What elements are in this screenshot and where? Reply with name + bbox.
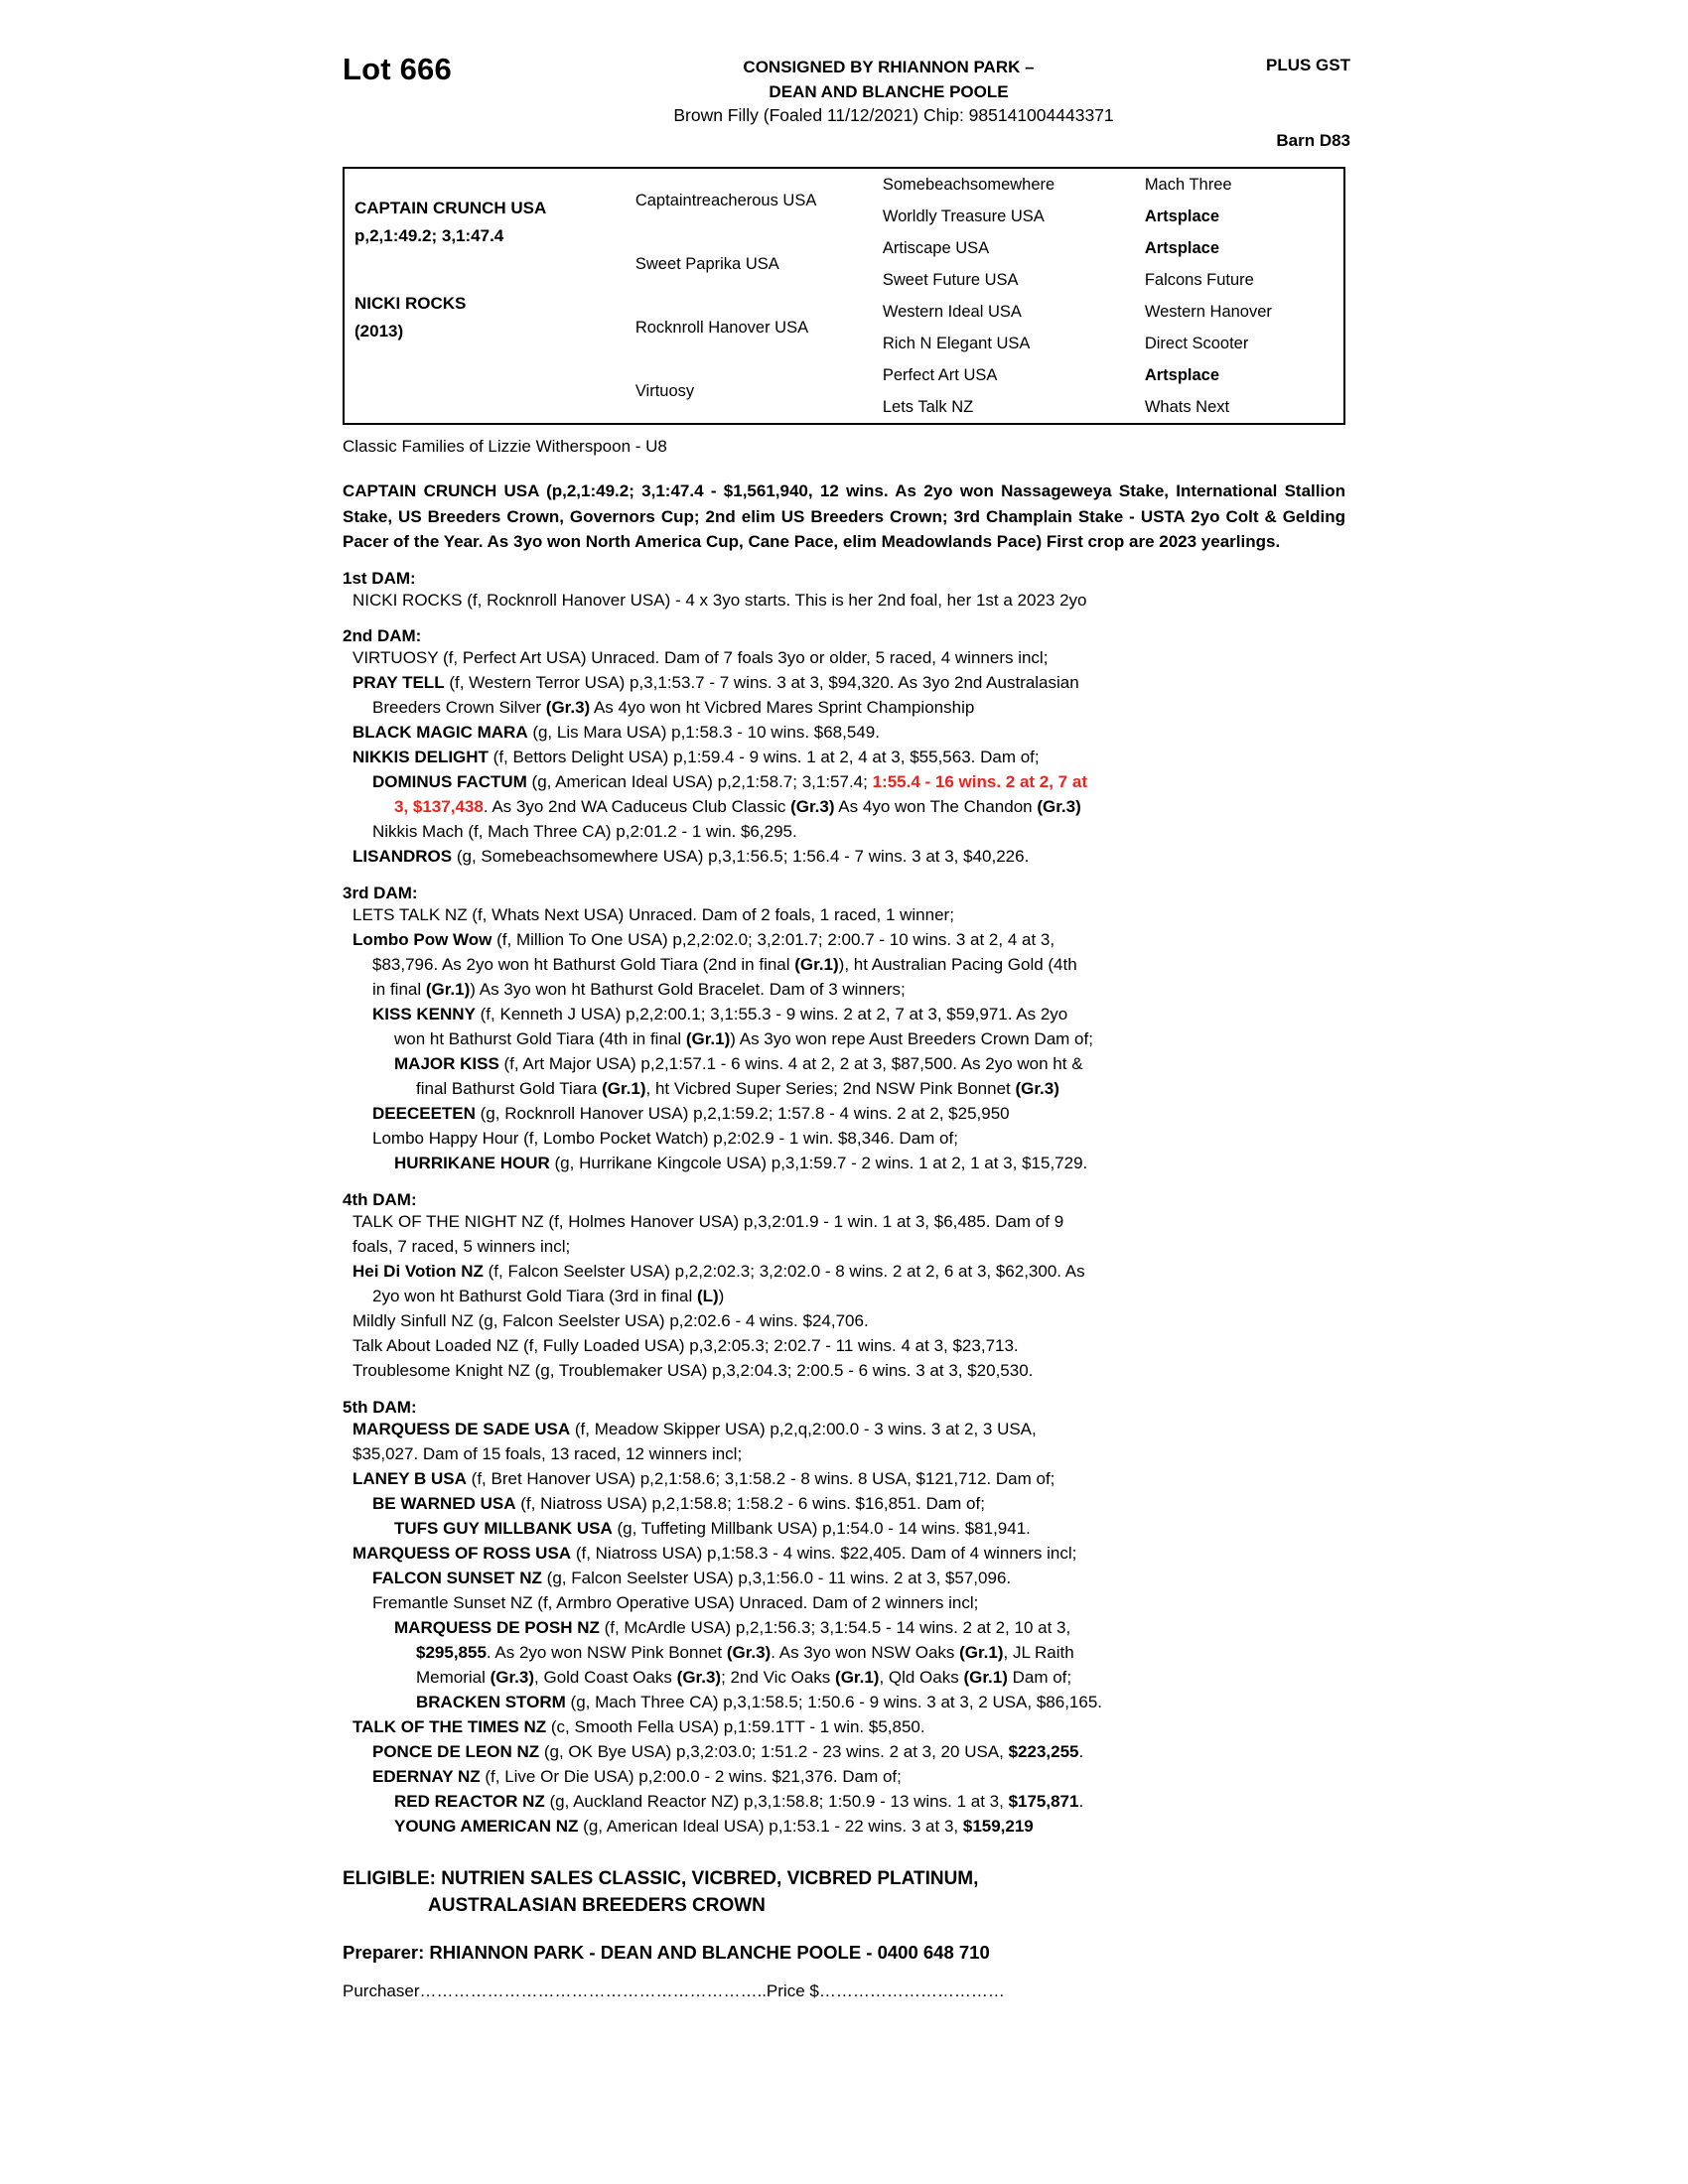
pedigree-table [343,167,1345,425]
pedigree-text-line: 2yo won ht Bathurst Gold Tiara (3rd in final (L)) [372,1287,725,1306]
pedigree-cell: Perfect Art USA [882,366,998,384]
pedigree-cell: Lets Talk NZ [882,398,974,416]
pedigree-text-line: FALCON SUNSET NZ (g, Falcon Seelster USA) p,3,1:56.0 - 11 wins. 2 at 3, $57,096. [372,1568,1012,1587]
pedigree-cell: Direct Scooter [1144,335,1249,352]
dam-heading: 4th DAM: [343,1190,417,1210]
plus-gst-label: PLUS GST [1265,56,1350,74]
pedigree-text-line: foals, 7 raced, 5 winners incl; [352,1237,571,1257]
pedigree-cell: Artiscape USA [882,239,990,257]
eligible-line-2: AUSTRALASIAN BREEDERS CROWN [428,1895,766,1917]
sire-name: CAPTAIN CRUNCH USA [354,199,547,217]
pedigree-text-line: Talk About Loaded NZ (f, Fully Loaded USA) p,3,2:05.3; 2:02.7 - 11 wins. 4 at 3, $23,713. [352,1336,1019,1356]
pedigree-text-line: $83,796. As 2yo won ht Bathurst Gold Tiara (2nd in final (Gr.1)), ht Australian Pacing Gold (4th [372,955,1077,975]
pedigree-text-line: BRACKEN STORM (g, Mach Three CA) p,3,1:58.5; 1:50.6 - 9 wins. 3 at 3, 2 USA, $86,165. [416,1692,1103,1711]
pedigree-text-line: KISS KENNY (f, Kenneth J USA) p,2,2:00.1; 3,1:55.3 - 9 wins. 2 at 2, 7 at 3, $59,971. As 2yo [372,1005,1068,1024]
consignor-line-1: CONSIGNED BY RHIANNON PARK – [743,58,1035,76]
dam-heading: 2nd DAM: [343,626,422,646]
foaling-details: Brown Filly (Foaled 11/12/2021) Chip: 985141004443371 [673,105,1114,125]
pedigree-text-line: in final (Gr.1)) As 3yo won ht Bathurst Gold Bracelet. Dam of 3 winners; [372,980,906,1000]
pedigree-cell: Rich N Elegant USA [882,335,1031,352]
pedigree-text-line: BE WARNED USA (f, Niatross USA) p,2,1:58.8; 1:58.2 - 6 wins. $16,851. Dam of; [372,1494,985,1514]
pedigree-cell: Captaintreacherous USA [634,192,817,209]
pedigree-cell: Virtuosy [634,382,695,400]
pedigree-cell: Mach Three [1144,176,1232,194]
pedigree-cell: Western Hanover [1144,303,1272,321]
lot-number: Lot 666 [343,52,452,86]
pedigree-cell: Whats Next [1144,398,1230,416]
pedigree-text-line: Mildly Sinfull NZ (g, Falcon Seelster USA) p,2:02.6 - 4 wins. $24,706. [352,1311,869,1331]
pedigree-col-fourth-gen [1141,169,1343,423]
pedigree-text-line: PONCE DE LEON NZ (g, OK Bye USA) p,3,2:03.0; 1:51.2 - 23 wins. 2 at 3, 20 USA, $223,255. [372,1741,1084,1761]
classic-families-line: Classic Families of Lizzie Witherspoon - U8 [343,437,667,456]
sire-description: CAPTAIN CRUNCH USA (p,2,1:49.2; 3,1:47.4 - $1,561,940, 12 wins. As 2yo won Nassageweya Stake, International Stallion Stake, US Breeders Crown, Governors Cup; 2nd elim US Breeders Crown; 3rd Champlain Stake - USTA 2yo Colt & Gelding Pacer of the Year. As 3yo won North America Cup, Cane Pace, elim Meadowlands Pace) First crop are 2023 yearlings. [343,481,1345,551]
pedigree-text-line: 3, $137,438. As 3yo 2nd WA Caduceus Club Classic (Gr.3) As 4yo won The Chandon (Gr.3) [394,797,1081,817]
dam-name: NICKI ROCKS [354,294,467,313]
pedigree-cell: Artsplace [1144,207,1220,225]
pedigree-text-line: Lombo Pow Wow (f, Million To One USA) p,2,2:02.0; 3,2:01.7; 2:00.7 - 10 wins. 3 at 2, 4 at 3, [352,930,1055,950]
pedigree-text-line: Hei Di Votion NZ (f, Falcon Seelster USA) p,2,2:02.3; 3,2:02.0 - 8 wins. 2 at 2, 6 at 3, $62,300. As [352,1262,1085,1282]
pedigree-text-line: Lombo Happy Hour (f, Lombo Pocket Watch) p,2:02.9 - 1 win. $8,346. Dam of; [372,1129,958,1149]
pedigree-text-line: TALK OF THE NIGHT NZ (f, Holmes Hanover USA) p,3,2:01.9 - 1 win. 1 at 3, $6,485. Dam of 9 [352,1212,1064,1232]
pedigree-text-line: PRAY TELL (f, Western Terror USA) p,3,1:53.7 - 7 wins. 3 at 3, $94,320. As 3yo 2nd Australasian [352,673,1079,693]
dam-year: (2013) [354,322,404,341]
pedigree-cell: Western Ideal USA [882,303,1022,321]
pedigree-text-line: Troublesome Knight NZ (g, Troublemaker USA) p,3,2:04.3; 2:00.5 - 6 wins. 3 at 3, $20,530. [352,1361,1034,1381]
consignor-block [631,56,1147,104]
pedigree-text-line: Memorial (Gr.3), Gold Coast Oaks (Gr.3); 2nd Vic Oaks (Gr.1), Qld Oaks (Gr.1) Dam of; [416,1667,1072,1687]
page-header [343,40,1360,149]
eligible-block [343,1865,1360,1920]
pedigree-text-line: MAJOR KISS (f, Art Major USA) p,2,1:57.1 - 6 wins. 4 at 2, 2 at 3, $87,500. As 2yo won ht & [394,1054,1083,1074]
dam-heading: 5th DAM: [343,1398,417,1418]
pedigree-cell: Sweet Future USA [882,271,1019,289]
eligible-line-1: ELIGIBLE: NUTRIEN SALES CLASSIC, VICBRED, VICBRED PLATINUM, [343,1867,979,1889]
dam-heading: 1st DAM: [343,568,416,588]
pedigree-cell: Artsplace [1144,366,1220,384]
pedigree-text-line: $295,855. As 2yo won NSW Pink Bonnet (Gr.3). As 3yo won NSW Oaks (Gr.1), JL Raith [416,1642,1074,1662]
pedigree-text-line: $35,027. Dam of 15 foals, 13 raced, 12 winners incl; [352,1444,743,1464]
pedigree-text-line: LETS TALK NZ (f, Whats Next USA) Unraced. Dam of 2 foals, 1 raced, 1 winner; [352,905,954,925]
pedigree-text-line: TUFS GUY MILLBANK USA (g, Tuffeting Millbank USA) p,1:54.0 - 14 wins. $81,941. [394,1519,1031,1538]
pedigree-text-line: YOUNG AMERICAN NZ (g, American Ideal USA) p,1:53.1 - 22 wins. 3 at 3, $159,219 [394,1816,1034,1836]
pedigree-text-line: LANEY B USA (f, Bret Hanover USA) p,2,1:58.6; 3,1:58.2 - 8 wins. 8 USA, $121,712. Dam of; [352,1469,1055,1489]
pedigree-text-line: Nikkis Mach (f, Mach Three CA) p,2:01.2 - 1 win. $6,295. [372,822,797,842]
preparer-line: Preparer: RHIANNON PARK - DEAN AND BLANCHE POOLE - 0400 648 710 [343,1941,990,1963]
consignor-line-2: DEAN AND BLANCHE POOLE [769,81,1009,101]
pedigree-text-line: NIKKIS DELIGHT (f, Bettors Delight USA) p,1:59.4 - 9 wins. 1 at 2, 4 at 3, $55,563. Dam of; [352,748,1040,767]
pedigree-cell: Rocknroll Hanover USA [634,319,809,337]
pedigree-text-line: LISANDROS (g, Somebeachsomewhere USA) p,3,1:56.5; 1:56.4 - 7 wins. 3 at 3, $40,226. [352,847,1030,867]
pedigree-text-line: DOMINUS FACTUM (g, American Ideal USA) p,2,1:58.7; 3,1:57.4; 1:55.4 - 16 wins. 2 at 2, 7 at [372,772,1087,792]
pedigree-text-line: MARQUESS DE SADE USA (f, Meadow Skipper USA) p,2,q,2:00.0 - 3 wins. 3 at 2, 3 USA, [352,1420,1037,1439]
pedigree-text-line: EDERNAY NZ (f, Live Or Die USA) p,2:00.0 - 2 wins. $21,376. Dam of; [372,1766,902,1786]
pedigree-text-line: DEECEETEN (g, Rocknroll Hanover USA) p,2,1:59.2; 1:57.8 - 4 wins. 2 at 2, $25,950 [372,1104,1010,1124]
pedigree-text-line: Fremantle Sunset NZ (f, Armbro Operative USA) Unraced. Dam of 2 winners incl; [372,1592,979,1612]
pedigree-text-line: won ht Bathurst Gold Tiara (4th in final (Gr.1)) As 3yo won repe Aust Breeders Crown Dam of; [394,1029,1093,1049]
pedigree-text-line: BLACK MAGIC MARA (g, Lis Mara USA) p,1:58.3 - 10 wins. $68,549. [352,723,880,743]
pedigree-text-line: NICKI ROCKS (f, Rocknroll Hanover USA) - 4 x 3yo starts. This is her 2nd foal, her 1st a 2023 2yo [352,590,1087,610]
pedigree-cell: Worldly Treasure USA [882,207,1045,225]
pedigree-text-line: MARQUESS DE POSH NZ (f, McArdle USA) p,2,1:56.3; 3,1:54.5 - 14 wins. 2 at 2, 10 at 3, [394,1617,1071,1637]
sire-record: p,2,1:49.2; 3,1:47.4 [354,226,504,245]
pedigree-text-line: Breeders Crown Silver (Gr.3) As 4yo won ht Vicbred Mares Sprint Championship [372,698,975,718]
barn-label: Barn D83 [1276,131,1350,150]
pedigree-text-line: VIRTUOSY (f, Perfect Art USA) Unraced. Dam of 7 foals 3yo or older, 5 raced, 4 winners incl; [352,648,1049,668]
pedigree-cell: Artsplace [1144,239,1220,257]
pedigree-col-great-grandparents [879,169,1141,423]
pedigree-text-line: TALK OF THE TIMES NZ (c, Smooth Fella USA) p,1:59.1TT - 1 win. $5,850. [352,1716,925,1736]
dam-sections [343,569,1360,1840]
pedigree-col-grandparents [632,169,879,423]
pedigree-cell: Sweet Paprika USA [634,255,779,273]
purchaser-line: Purchaser……………………………………………………..Price $…………………………… [343,1980,1005,2000]
pedigree-text-line: final Bathurst Gold Tiara (Gr.1), ht Vicbred Super Series; 2nd NSW Pink Bonnet (Gr.3) [416,1079,1059,1099]
dam-heading: 3rd DAM: [343,884,418,903]
pedigree-text-line: MARQUESS OF ROSS USA (f, Niatross USA) p,1:58.3 - 4 wins. $22,405. Dam of 4 winners incl; [352,1543,1077,1563]
pedigree-cell: Falcons Future [1144,271,1254,289]
pedigree-text-line: RED REACTOR NZ (g, Auckland Reactor NZ) p,3,1:58.8; 1:50.9 - 13 wins. 1 at 3, $175,871. [394,1791,1084,1811]
pedigree-cell: Somebeachsomewhere [882,176,1055,194]
pedigree-col-parents [345,169,632,423]
pedigree-text-line: HURRIKANE HOUR (g, Hurrikane Kingcole USA) p,3,1:59.7 - 2 wins. 1 at 2, 1 at 3, $15,729. [394,1154,1088,1173]
